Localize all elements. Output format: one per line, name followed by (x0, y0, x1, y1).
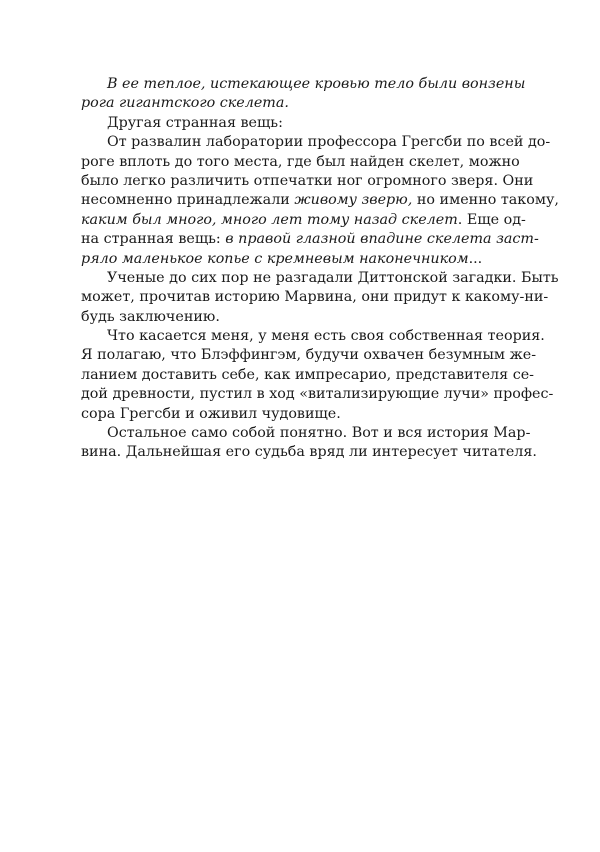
paragraph-footprints (81, 133, 559, 269)
plain-text: Остальное само собой понятно. Вот и вся история Мар- (107, 425, 531, 442)
text-line (81, 94, 519, 113)
plain-text: будь заключению. (81, 308, 220, 325)
plain-text: Я полагаю, что Блэффингэм, будучи охвачен безумным же- (81, 347, 537, 364)
paragraph-horns (81, 75, 526, 114)
text-line (81, 250, 519, 269)
text-line (81, 230, 539, 249)
text-line (81, 153, 519, 172)
text-line (81, 385, 554, 404)
plain-text: роге вплоть до того места, где был найден скелет, можно (81, 153, 520, 170)
plain-text: но именно такому, (412, 192, 559, 209)
paragraph-another-strange (81, 114, 519, 133)
text-line (81, 346, 537, 365)
text-line (81, 366, 534, 385)
text-line (81, 308, 519, 327)
plain-text: От развалин лаборатории профессора Грегсби по всей до- (107, 134, 551, 151)
plain-text: несомненно принадлежали (81, 192, 295, 209)
text-line (81, 172, 534, 191)
text-line (81, 133, 551, 152)
plain-text: . Еще од- (457, 211, 526, 228)
paragraph-scientists (81, 269, 559, 327)
text-line (81, 443, 537, 462)
italic-text: В ее теплое, истекающее кровью тело были вонзены (107, 76, 526, 92)
italic-text: живому зверю, (294, 192, 413, 209)
plain-text: Другая странная вещь: (107, 114, 283, 131)
paragraph-theory (81, 327, 554, 424)
italic-text: каким был много, много лет тому назад скелет (81, 211, 458, 228)
text-line (81, 405, 519, 424)
text-line (81, 191, 559, 210)
italic-text: рога гигантского скелета. (81, 95, 289, 112)
text-line (81, 288, 549, 307)
text-line (81, 424, 531, 443)
text-line (81, 114, 519, 133)
plain-text: ланием доставить себе, как импресарио, представителя се- (81, 366, 534, 383)
text-line (81, 327, 545, 346)
text-line (81, 269, 559, 288)
plain-text: дой древности, пустил в ход «витализирующие лучи» профес- (81, 386, 554, 403)
plain-text: ... (468, 250, 483, 267)
text-line (81, 75, 526, 94)
plain-text: Что касается меня, у меня есть своя собственная теория. (107, 328, 545, 345)
text-line (81, 211, 526, 230)
plain-text: было легко различить отпечатки ног огромного зверя. Они (81, 172, 534, 189)
plain-text: на странная вещь: (81, 231, 226, 248)
plain-text: Ученые до сих пор не разгадали Диттонской загадки. Быть (107, 269, 559, 286)
paragraph-ending (81, 424, 537, 463)
italic-text: в правой глазной впадине скелета заст- (225, 231, 539, 248)
document-page (81, 75, 559, 463)
italic-text: ряло маленькое копье с кремневым наконечником (81, 250, 469, 267)
plain-text: сора Грегсби и оживил чудовище. (81, 405, 341, 422)
plain-text: может, прочитав историю Марвина, они придут к какому-ни- (81, 289, 549, 306)
plain-text: вина. Дальнейшая его судьба вряд ли интересует читателя. (81, 444, 537, 461)
